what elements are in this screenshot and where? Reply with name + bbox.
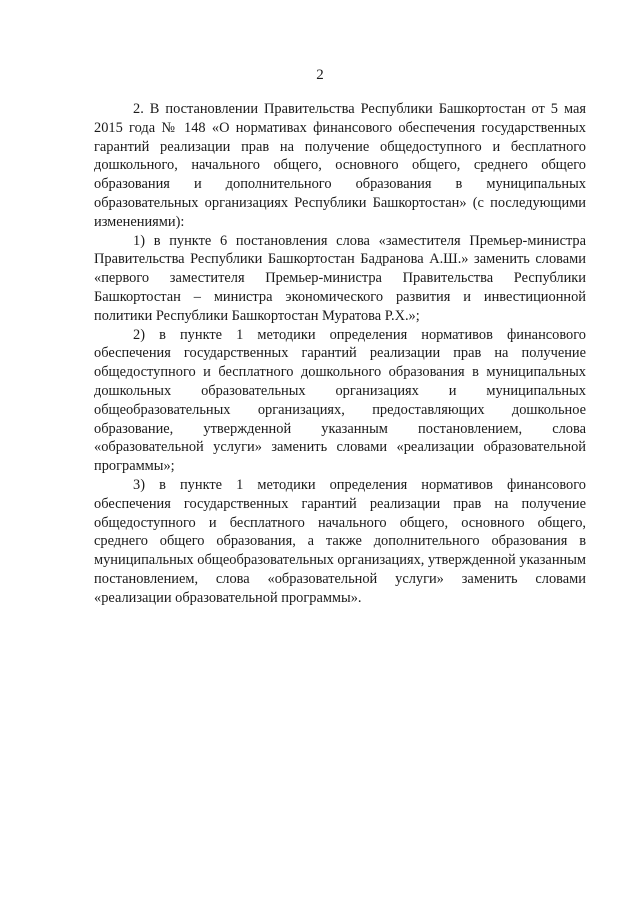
paragraph-subitem-2: 2) в пункте 1 методики определения нормативов финансового обеспечения государственных гарантий реализации прав на получение общедоступного и бесплатного дошкольного образования в муниципальных дошкольных образовательных организациях и муниципальных общеобразовательных организациях, предоставляющих дошкольное образование, утвержденной указанным постановлением, слова «образовательной услуги» заменить словами «реализации образовательной программы»; xyxy=(94,326,586,475)
paragraph-subitem-3: 3) в пункте 1 методики определения нормативов финансового обеспечения государственных гарантий реализации прав на получение общедоступного и бесплатного начального общего, основного общего, среднего общего образования, а также дополнительного образования в муниципальных общеобразовательных организациях, утвержденной указанным постановлением, слова «образовательной услуги» заменить словами «реализации образовательной программы». xyxy=(94,476,586,606)
paragraph-item-2: 2. В постановлении Правительства Республики Башкортостан от 5 мая 2015 года № 148 «О нормативах финансового обеспечения государственных гарантий реализации прав на получение общедоступного и бесплатного дошкольного, начального общего, основного общего, среднего общего образования и дополнительного образования в муниципальных образовательных организациях Республики Башкортостан» (с последующими изменениями): xyxy=(94,101,586,230)
document-body xyxy=(94,100,586,608)
paragraph-subitem-1: 1) в пункте 6 постановления слова «заместителя Премьер-министра Правительства Республики Башкортостан Бадранова А.Ш.» заменить словами «первого заместителя Премьер-министра Правительства Республики Башкортостан – министра экономического развития и инвестиционной политики Республики Башкортостан Муратова Р.Х.»; xyxy=(94,232,586,324)
page-number: 2 xyxy=(316,67,324,83)
